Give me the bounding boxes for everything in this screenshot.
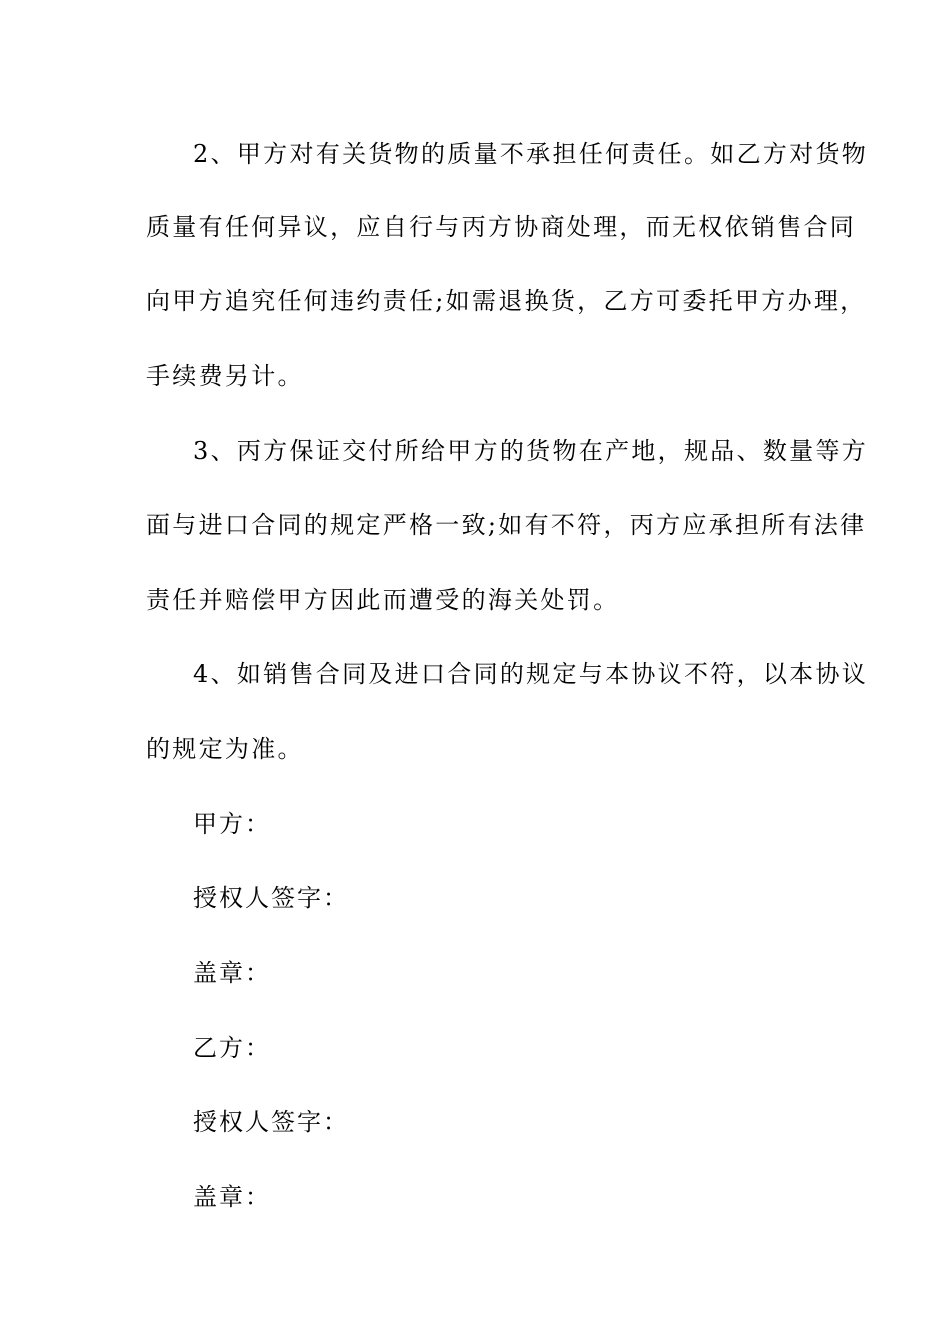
clause-3-line-3: 责任并赔偿甲方因此而遭受的海关处罚。	[146, 586, 620, 614]
clause-3-line-2: 面与进口合同的规定严格一致;如有不符，丙方应承担所有法律	[146, 511, 867, 539]
clause-4-line-2: 的规定为准。	[146, 735, 304, 763]
clause-2-line-2: 质量有任何异议，应自行与丙方协商处理，而无权依销售合同	[146, 213, 857, 241]
clause-2-line-1: 2、甲方对有关货物的质量不承担任何责任。如乙方对货物	[193, 140, 869, 168]
party-b-seal: 盖章：	[193, 1183, 271, 1211]
clause-3-line-1: 3、丙方保证交付所给甲方的货物在产地，规品、数量等方	[193, 437, 869, 465]
clause-2-line-4: 手续费另计。	[146, 362, 304, 390]
party-b-label: 乙方：	[193, 1034, 271, 1062]
party-a-seal: 盖章：	[193, 959, 271, 987]
party-a-label: 甲方：	[193, 810, 271, 838]
party-b-authorized-signature: 授权人签字：	[193, 1108, 349, 1136]
party-a-authorized-signature: 授权人签字：	[193, 884, 349, 912]
clause-2-line-3: 向甲方追究任何违约责任;如需退换货，乙方可委托甲方办理，	[146, 287, 867, 315]
clause-4-line-1: 4、如销售合同及进口合同的规定与本协议不符，以本协议	[193, 660, 869, 688]
